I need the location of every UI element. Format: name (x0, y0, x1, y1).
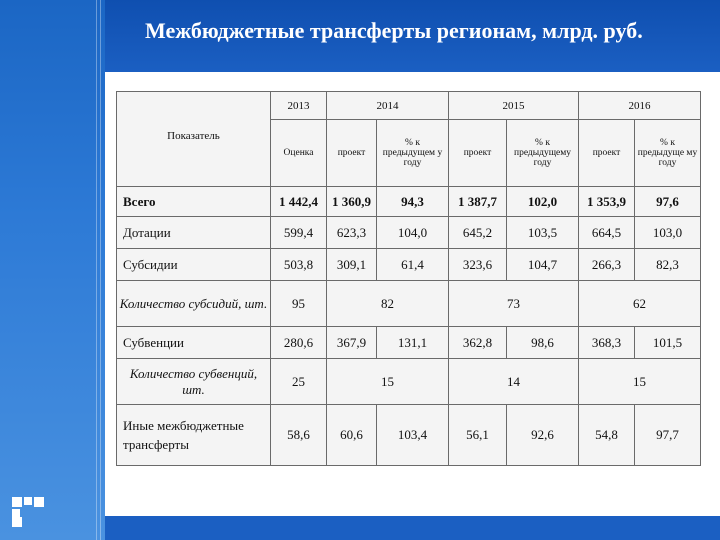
table-row (117, 187, 701, 217)
page-title: Межбюджетные трансферты регионам, млрд. руб. (145, 18, 643, 43)
table-cell: 15 (327, 359, 449, 405)
row-label: Дотации (117, 217, 271, 249)
subheader-pct-2014: % к предыдущем у году (377, 120, 449, 187)
table-cell: 56,1 (449, 405, 507, 466)
table-cell: 97,7 (635, 405, 701, 466)
row-label: Иные межбюджетные трансферты (117, 405, 271, 466)
table-cell: 1 442,4 (271, 187, 327, 217)
table-cell: 82 (327, 281, 449, 327)
table-cell: 103,5 (507, 217, 579, 249)
subheader-project-2016: проект (579, 120, 635, 187)
table-cell: 97,6 (635, 187, 701, 217)
table-cell: 368,3 (579, 327, 635, 359)
table-cell: 362,8 (449, 327, 507, 359)
table-cell: 599,4 (271, 217, 327, 249)
subheader-pct-2015: % к предыдущему году (507, 120, 579, 187)
table-cell: 82,3 (635, 249, 701, 281)
table-cell: 101,5 (635, 327, 701, 359)
table-cell: 62 (579, 281, 701, 327)
transfers-table (116, 91, 701, 466)
row-label: Количество субсидий, шт. (117, 281, 271, 327)
table-cell: 664,5 (579, 217, 635, 249)
table-cell: 323,6 (449, 249, 507, 281)
table-cell: 280,6 (271, 327, 327, 359)
table-cell: 15 (579, 359, 701, 405)
year-header-2014: 2014 (327, 92, 449, 120)
year-header-2016: 2016 (579, 92, 701, 120)
logo-squares-icon (12, 497, 46, 527)
row-label: Субсидии (117, 249, 271, 281)
table-cell: 25 (271, 359, 327, 405)
table-cell: 60,6 (327, 405, 377, 466)
table-cell: 623,3 (327, 217, 377, 249)
table-cell: 503,8 (271, 249, 327, 281)
row-label: Субвенции (117, 327, 271, 359)
table-cell: 54,8 (579, 405, 635, 466)
table-cell: 103,4 (377, 405, 449, 466)
year-header-2013: 2013 (271, 92, 327, 120)
row-label: Всего (117, 187, 271, 217)
year-header-2015: 2015 (449, 92, 579, 120)
table-cell: 104,7 (507, 249, 579, 281)
table-cell: 92,6 (507, 405, 579, 466)
subheader-estimate: Оценка (271, 120, 327, 187)
table-cell: 1 387,7 (449, 187, 507, 217)
subheader-project-2014: проект (327, 120, 377, 187)
table-row (117, 359, 701, 405)
row-label: Количество субвенций, шт. (117, 359, 271, 405)
subheader-pct-2016: % к предыдуще му году (635, 120, 701, 187)
bottom-strip (105, 516, 720, 540)
table-row (117, 217, 701, 249)
table-cell: 95 (271, 281, 327, 327)
table-row (117, 405, 701, 466)
table-row (117, 281, 701, 327)
table-cell: 131,1 (377, 327, 449, 359)
table-cell: 367,9 (327, 327, 377, 359)
table-cell: 73 (449, 281, 579, 327)
subheader-project-2015: проект (449, 120, 507, 187)
table-cell: 266,3 (579, 249, 635, 281)
table-cell: 94,3 (377, 187, 449, 217)
table-row (117, 249, 701, 281)
table-cell: 645,2 (449, 217, 507, 249)
indicator-header: Показатель (117, 92, 271, 187)
table-cell: 14 (449, 359, 579, 405)
table-cell: 104,0 (377, 217, 449, 249)
table-row (117, 327, 701, 359)
table-cell: 1 353,9 (579, 187, 635, 217)
left-decorative-band (0, 0, 105, 540)
table-cell: 1 360,9 (327, 187, 377, 217)
table-cell: 61,4 (377, 249, 449, 281)
table-cell: 98,6 (507, 327, 579, 359)
table-cell: 102,0 (507, 187, 579, 217)
table-cell: 58,6 (271, 405, 327, 466)
table-cell: 309,1 (327, 249, 377, 281)
table-cell: 103,0 (635, 217, 701, 249)
